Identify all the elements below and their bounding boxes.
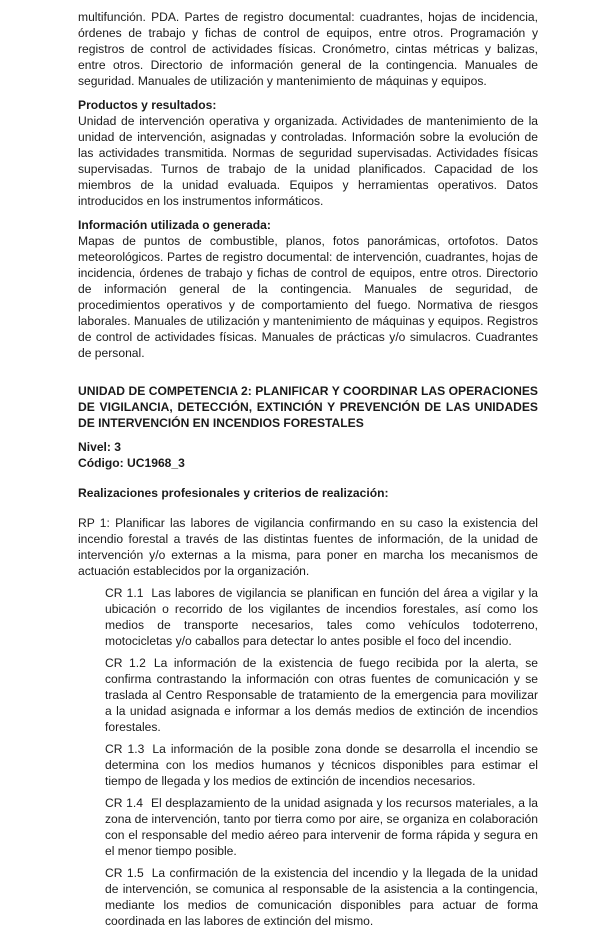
criterion-item	[105, 655, 538, 735]
criterion-item	[105, 741, 538, 789]
productos-text: Unidad de intervención operativa y organizada. Actividades de mantenimiento de la unidad de intervención, asignadas y controladas. Información sobre la evolución de las actividades transmitida. Normas de seguridad supervisadas. Actividades físicas supervisadas. Turnos de trabajo de la unidad planificados. Capacidad de los miembros de la unidad evaluada. Equipos y herramientas operativos. Datos introducidos en los instrumentos informáticos.	[78, 114, 538, 208]
rp1-text: RP 1: Planificar las labores de vigilancia confirmando en su caso la existencia del incendio forestal a través de las distintas fuentes de información, de la unidad de intervención y/o externas a la misma, para poner en marcha los mecanismos de actuación establecidos por la organización.	[78, 516, 538, 578]
unidad-competencia-title: UNIDAD DE COMPETENCIA 2: PLANIFICAR Y COORDINAR LAS OPERACIONES DE VIGILANCIA, DETECCIÓN, EXTINCIÓN Y PREVENCIÓN DE LAS UNIDADES DE INTERVENCIÓN EN INCENDIOS FORESTALES	[78, 384, 538, 430]
unidad-meta	[78, 439, 538, 471]
criterion-code: CR 1.2	[105, 656, 146, 670]
criterion-item	[105, 795, 538, 859]
criterion-code: CR 1.4	[105, 796, 143, 810]
intro-paragraph: multifunción. PDA. Partes de registro documental: cuadrantes, hojas de incidencia, órdenes de trabajo y fichas de control de equipos, entre otros. Programación y registros de control de actividades físicas. Cronómetro, cintas métricas y balizas, entre otros. Directorio de información general de la contingencia. Manuales de seguridad. Manuales de utilización y mantenimiento de máquinas y equipos.	[78, 10, 538, 88]
productos-section	[78, 97, 538, 209]
nivel-label: Nivel: 3	[78, 440, 122, 454]
informacion-section	[78, 217, 538, 361]
realizaciones-heading: Realizaciones profesionales y criterios de realización:	[78, 486, 389, 500]
criterion-item	[105, 585, 538, 649]
criterion-text: La información de la posible zona donde se desarrolla el incendio se determina con los medios humanos y técnicos disponibles para estimar el tiempo de llegada y los medios de extinción de incendios necesarios.	[105, 742, 539, 788]
document-page	[78, 9, 538, 929]
criteria-list	[78, 585, 538, 929]
criterion-text: La información de la existencia de fuego recibida por la alerta, se confirma contrastando la información con otras fuentes de comunicación y se traslada al Centro Responsable de tratamiento de la emergencia para movilizar a la unidad asignada e informar a los demás medios de extinción de incendios forestales.	[105, 656, 538, 734]
criterion-text: El desplazamiento de la unidad asignada y los recursos materiales, a la zona de intervención, tanto por tierra como por aire, se organiza en colaboración con el responsable del medio aéreo para intervenir de forma rápida y segura en el menor tiempo posible.	[105, 796, 539, 858]
productos-heading: Productos y resultados:	[78, 98, 217, 112]
criterion-code: CR 1.5	[105, 866, 144, 880]
criterion-code: CR 1.3	[105, 742, 145, 756]
informacion-heading: Información utilizada o generada:	[78, 218, 271, 232]
informacion-text: Mapas de puntos de combustible, planos, fotos panorámicas, ortofotos. Datos meteorológicos. Partes de registro documental: de intervención, cuadrantes, hojas de incidencia, órdenes de trabajo y fichas de control de equipos, entre otros. Directorio de información general de la contingencia. Manuales de seguridad, de procedimientos operativos y de comportamiento del fuego. Normativa de riesgos laborales. Manuales de utilización y mantenimiento de máquinas y equipos. Registros de control de actividades físicas. Manuales de prácticas y/o simulacros. Cuadrantes de personal.	[78, 234, 538, 360]
criterion-code: CR 1.1	[105, 586, 144, 600]
codigo-label: Código: UC1968_3	[78, 456, 185, 470]
criterion-text: La confirmación de la existencia del incendio y la llegada de la unidad de intervención, se comunica al responsable de la asistencia a la contingencia, mediante los medios de comunicación disponibles para actuar de forma coordinada en las labores de extinción del mismo.	[105, 866, 539, 928]
criterion-text: Las labores de vigilancia se planifican en función del área a vigilar y la ubicación o recorrido de los vigilantes de incendios forestales, así como los medios de transporte necesarios, tales como vehículos todoterreno, motocicletas y/o caballos para detectar lo antes posible el foco del incendio.	[105, 586, 538, 648]
criterion-item	[105, 865, 538, 929]
